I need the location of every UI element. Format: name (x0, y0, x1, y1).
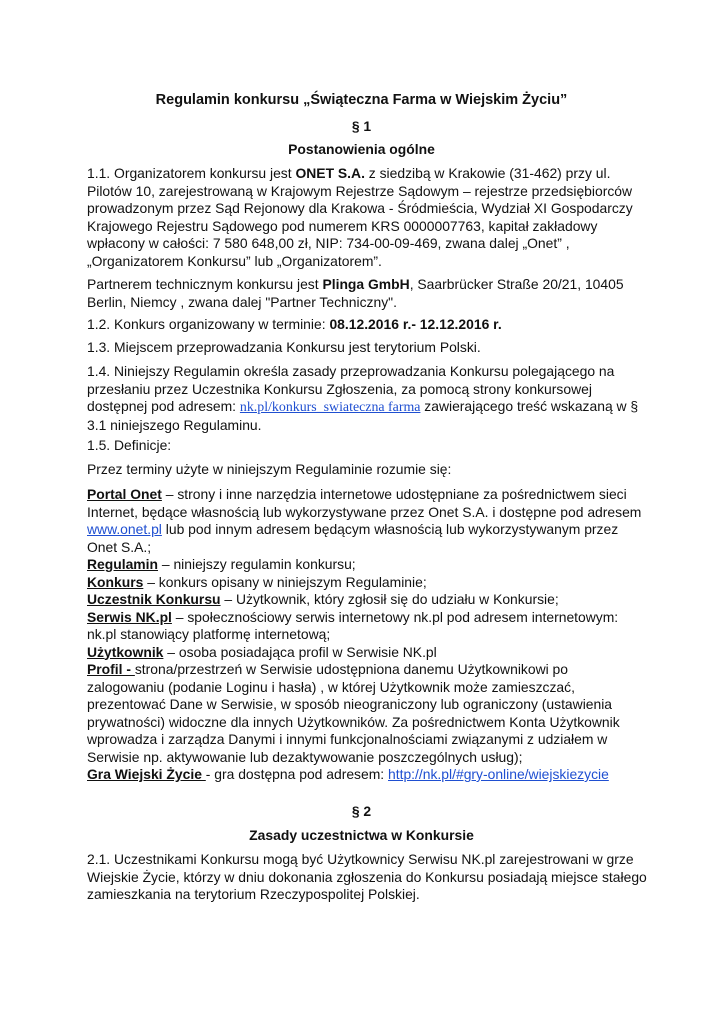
paragraph-1-1: 1.1. Organizatorem konkursu jest ONET S.A. z siedzibą w Krakowie (31-462) przy ul. Pilotów 10, zarejestrowaną w Krajowym Rejestrze Sądowym – rejestrze przedsiębiorców prowadzonym przez Sąd Rejonowy dla Krakowa - Śródmieścia, Wydział XI Gospodarczy Krajowego Rejestru Sądowego pod numerem KRS 0000007763, kapitał zakładowy wpłacony w całości: 7 580 648,00 zł, NIP: 734-00-09-469, zwana dalej „Onet” , „Organizatorem Konkursu” lub „Organizatorem”. (87, 165, 633, 269)
definition-regulamin: Regulamin – niniejszy regulamin konkursu; (87, 556, 356, 572)
definition-profil: Profil - strona/przestrzeń w Serwisie udostępniona danemu Użytkownikowi po zalogowaniu (podanie Loginu i hasła) , w której Użytkownik może zamieszczać, prezentować Dane w Serwisie, w sposób nieograniczony lub ograniczony (ustawienia prywatności) widoczne dla innych Użytkowników. Za pośrednictwem Konta Użytkownik wprowadza i zarządza Danymi i innymi funkcjonalnościami związanymi z udziałem w Serwisie np. aktywowanie lub dezaktywowanie poszczególnych usług); (87, 661, 620, 765)
definition-uzytkownik: Użytkownik – osoba posiadająca profil w Serwisie NK.pl (87, 643, 437, 660)
paragraph-1-5: 1.5. Definicje: (87, 437, 172, 453)
contest-page-link[interactable]: nk.pl/konkurs_swiateczna farma (239, 400, 421, 415)
definition-gra: Gra Wiejski Życie - gra dostępna pod adresem: http://nk.pl/#gry-online/wiejskiezycie (87, 766, 609, 782)
paragraph-1-2: 1.2. Konkurs organizowany w terminie: 08.12.2016 r.- 12.12.2016 r. (87, 316, 502, 332)
game-link[interactable]: http://nk.pl/#gry-online/wiejskiezycie (388, 766, 609, 782)
document-title: Regulamin konkursu „Świąteczna Farma w Wiejskim Życiu” (155, 92, 568, 108)
section-1-heading: Postanowienia ogólne (288, 141, 435, 157)
definition-uczestnik: Uczestnik Konkursu – Użytkownik, który zgłosił się do udziału w Konkursie; (87, 591, 559, 607)
definitions-list (87, 486, 647, 784)
definition-portal-onet: Portal Onet – strony i inne narzędzia internetowe udostępniane za pośrednictwem sieci Internet, będące własnością lub wykorzystywane przez Onet S.A. i dostępne pod adresem www.onet.pl lub pod innym adresem będącym własnością lub wykorzystywanym przez Onet S.A.; (87, 486, 642, 555)
onet-link[interactable]: www.onet.pl (87, 521, 162, 537)
paragraph-1-4: 1.4. Niniejszy Regulamin określa zasady przeprowadzania Konkursu polegającego na przesłaniu przez Uczestnika Konkursu Zgłoszenia, za pomocą strony konkursowej dostępnej pod adresem: nk.pl/konkurs_swiateczna farma zawierającego treść wskazaną w § 3.1 niniejszego Regulaminu. (87, 363, 639, 433)
definition-serwis: Serwis NK.pl – społecznościowy serwis internetowy nk.pl pod adresem internetowym: nk.pl stanowiący platformę internetową; (87, 608, 619, 642)
definition-konkurs: Konkurs – konkurs opisany w niniejszym Regulaminie; (87, 573, 427, 590)
paragraph-2-1: 2.1. Uczestnikami Konkursu mogą być Użytkownicy Serwisu NK.pl zarejestrowani w grze Wiejskie Życie, którzy w dniu dokonania zgłoszenia do Konkursu posiadają miejsce stałego zamieszkania na terytorium Rzeczypospolitej Polskiej. (87, 851, 647, 902)
paragraph-partner: Partnerem technicznym konkursu jest Plinga GmbH, Saarbrücker Straße 20/21, 10405 Berlin, Niemcy , zwana dalej "Partner Techniczny". (87, 276, 624, 310)
definitions-intro: Przez terminy użyte w niniejszym Regulaminie rozumie się: (87, 461, 452, 477)
paragraph-1-3: 1.3. Miejscem przeprowadzania Konkursu jest terytorium Polski. (87, 339, 481, 355)
section-2-number: § 2 (351, 803, 372, 819)
section-1-number: § 1 (351, 118, 372, 134)
section-2-heading: Zasady uczestnictwa w Konkursie (249, 827, 474, 843)
